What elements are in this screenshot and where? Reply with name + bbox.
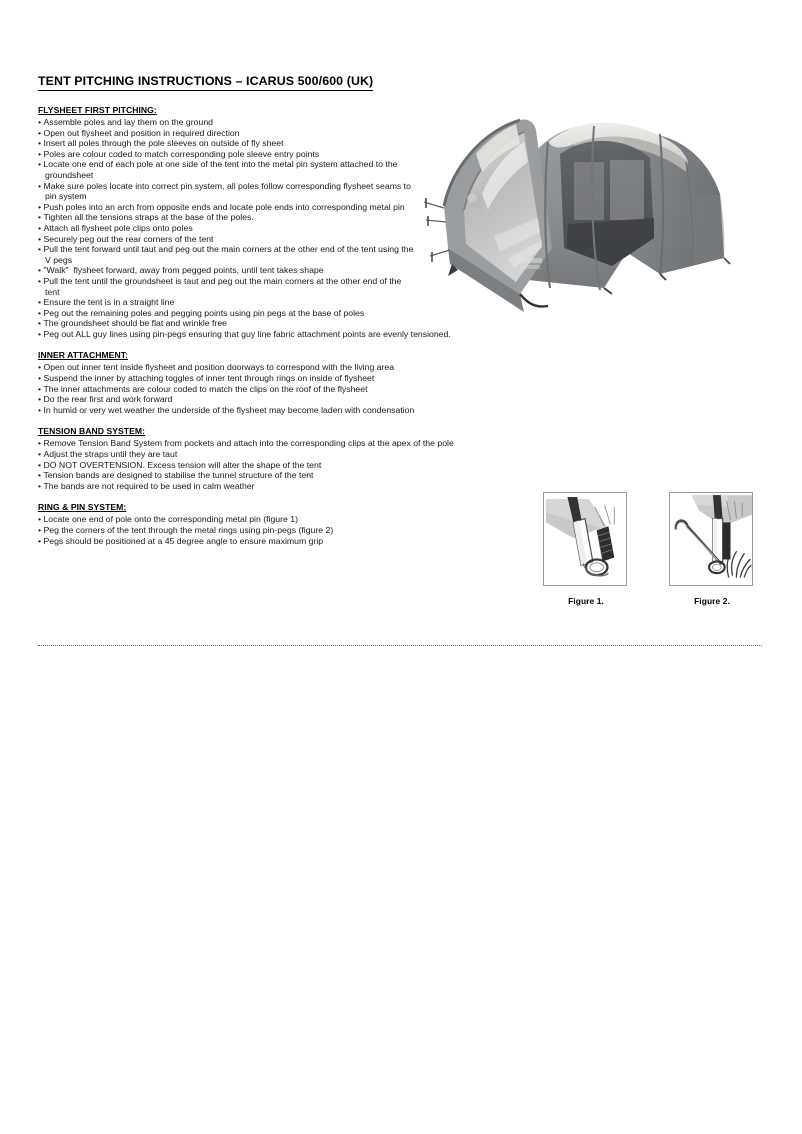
section-tension-band-system: [38, 426, 543, 491]
page-title: TENT PITCHING INSTRUCTIONS – ICARUS 500/600 (UK): [38, 74, 373, 91]
list-item: • Locate one end of each pole at one side of the tent into the metal pin system attached to the groundsheet: [38, 159, 417, 180]
list-item: • Pull the tent forward until taut and peg out the main corners at the other end of the tent using the V pegs: [38, 244, 417, 265]
list-item: • Do the rear first and work forward: [38, 394, 543, 405]
list-item: • Attach all flysheet pole clips onto poles: [38, 223, 417, 234]
bullet-list: [38, 438, 543, 491]
list-item: • Remove Tension Band System from pockets and attach into the corresponding clips at the apex of the pole: [38, 438, 543, 449]
figure-1: [543, 492, 629, 606]
list-item: • Peg out the remaining poles and pegging points using pin pegs at the base of poles: [38, 308, 417, 319]
figure-2-image: [669, 492, 753, 586]
list-item: • Adjust the straps until they are taut: [38, 449, 543, 460]
list-item: • Open out flysheet and position in required direction: [38, 128, 417, 139]
list-item: • Peg the corners of the tent through the metal rings using pin-pegs (figure 2): [38, 525, 543, 536]
list-item: • Tighten all the tensions straps at the base of the poles.: [38, 212, 417, 223]
figure-2-caption: Figure 2.: [694, 596, 730, 606]
list-item: • Push poles into an arch from opposite ends and locate pole ends into corresponding metal pin: [38, 202, 417, 213]
list-item: • Peg out ALL guy lines using pin-pegs ensuring that guy line fabric attachment points are evenly tensioned.: [38, 329, 543, 340]
figure-1-image: [543, 492, 627, 586]
section-inner-attachment: [38, 350, 543, 415]
list-item: • Tension bands are designed to stabilise the tunnel structure of the tent: [38, 470, 543, 481]
list-item: • Open out inner tent inside flysheet and position doorways to correspond with the living area: [38, 362, 543, 373]
list-item: • The groundsheet should be flat and wrinkle free: [38, 318, 417, 329]
list-item: • Pegs should be positioned at a 45 degree angle to ensure maximum grip: [38, 536, 543, 547]
list-item: • In humid or very wet weather the underside of the flysheet may become laden with condensation: [38, 405, 543, 416]
bullet-list: [38, 362, 543, 415]
list-item: • Make sure poles locate into correct pin system, all poles follow corresponding flysheet seams to pin system: [38, 181, 417, 202]
list-item: • The bands are not required to be used in calm weather: [38, 481, 543, 492]
list-item: • Securely peg out the rear corners of the tent: [38, 234, 417, 245]
figure-2: [669, 492, 755, 606]
list-item: • Insert all poles through the pole sleeves on outside of fly sheet: [38, 138, 417, 149]
list-item: • Pull the tent until the groundsheet is taut and peg out the main corners at the other end of the tent: [38, 276, 417, 297]
figure-1-caption: Figure 1.: [568, 596, 604, 606]
tent-product-photo: [424, 98, 754, 346]
list-item: • "Walk" flysheet forward, away from pegged points, until tent takes shape: [38, 265, 417, 276]
list-item: • The inner attachments are colour coded to match the clips on the roof of the flysheet: [38, 384, 543, 395]
list-item: • Ensure the tent is in a straight line: [38, 297, 417, 308]
list-item: • Locate one end of pole onto the corresponding metal pin (figure 1): [38, 514, 543, 525]
section-heading: TENSION BAND SYSTEM:: [38, 426, 145, 437]
footer-divider: [38, 645, 762, 647]
list-item: • Suspend the inner by attaching toggles of inner tent through rings on inside of flysheet: [38, 373, 543, 384]
list-item: • DO NOT OVERTENSION. Excess tension will alter the shape of the tent: [38, 460, 543, 471]
section-heading: FLYSHEET FIRST PITCHING:: [38, 105, 157, 115]
list-item: • Poles are colour coded to match corresponding pole sleeve entry points: [38, 149, 417, 160]
section-ring-and-pin-system: [38, 502, 543, 546]
bullet-list: [38, 514, 543, 546]
list-item: • Assemble poles and lay them on the ground: [38, 117, 417, 128]
section-heading: INNER ATTACHMENT:: [38, 350, 128, 361]
section-heading: RING & PIN SYSTEM:: [38, 502, 127, 513]
